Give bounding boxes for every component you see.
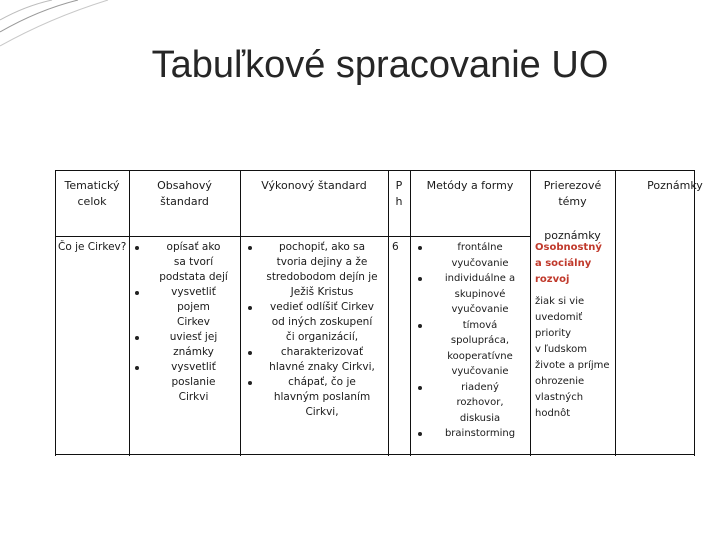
performance-standard-item-text (256, 375, 388, 420)
content-standard-item (129, 360, 240, 405)
performance-standard-item-text (256, 240, 388, 300)
header-cross-topics (530, 178, 615, 244)
header-performance-standard: Výkonový štandard (261, 179, 367, 192)
cell-hours: 6 (392, 241, 399, 253)
method-item-text (430, 318, 530, 380)
method-item-line: vyučovanie (451, 366, 509, 377)
col-line (55, 170, 56, 456)
bullet-icon (418, 277, 422, 281)
method-item-text (430, 426, 530, 442)
method-item-line: spolupráca, (450, 335, 510, 346)
bullet-icon (418, 324, 422, 328)
cross-topic-text-line: žiak si vie (535, 296, 585, 307)
header-notes: Poznámky (647, 179, 703, 192)
col-line (694, 170, 695, 456)
cell-content-standard (129, 240, 240, 405)
cell-performance-standard (240, 240, 388, 420)
bullet-icon (418, 432, 422, 436)
header-content-standard (129, 178, 240, 210)
performance-standard-list (240, 240, 388, 420)
performance-standard-item-line: od iných zoskupení (271, 316, 373, 328)
method-item-text (430, 271, 530, 318)
header-topic-line: Tematický (64, 179, 120, 192)
performance-standard-item-text (256, 345, 388, 375)
table-border-bottom (55, 454, 695, 455)
method-item-text (430, 240, 530, 271)
cross-topic-text-line: v ľudskom (535, 344, 588, 355)
performance-standard-item (240, 240, 388, 300)
performance-standard-item-line: či organizácií, (285, 331, 359, 343)
curriculum-table (55, 170, 703, 456)
method-item-line: riadený (461, 381, 499, 393)
method-item (410, 380, 530, 427)
method-item-line: skupinové (454, 288, 506, 300)
slide-title: Tabuľkové spracovanie UO (151, 44, 609, 86)
performance-standard-item-line: charakterizovať (280, 346, 364, 358)
performance-standard-item (240, 300, 388, 345)
method-item-line: kooperatívne (447, 350, 513, 362)
header-cross-line: témy (558, 195, 587, 208)
bullet-icon (248, 306, 252, 310)
content-standard-item-line: poslanie (171, 376, 216, 388)
method-item-line: frontálne (457, 242, 503, 253)
cross-topic-text-line: uvedomiť (535, 312, 583, 323)
col-line (388, 170, 389, 456)
performance-standard-item-line: chápať, čo je (288, 376, 356, 388)
performance-standard-item-line: Ježiš Kristus (290, 286, 354, 298)
cross-topic-text-line: vlastných (535, 392, 584, 403)
bullet-icon (248, 381, 252, 385)
cross-topic-title-line: a sociálny (535, 258, 592, 269)
content-standard-item-line: uviesť jej (169, 331, 218, 343)
header-topic-line: celok (77, 195, 107, 208)
content-standard-list (129, 240, 240, 405)
content-standard-item-line: vysvetliť (171, 286, 216, 298)
method-item-line: tímová (462, 319, 498, 331)
method-item-line: diskusia (459, 412, 501, 424)
table-header-divider (55, 236, 530, 237)
header-cross-line: Prierezové (543, 179, 602, 192)
content-standard-item-text (147, 285, 240, 330)
method-item-line: vyučovanie (451, 257, 509, 269)
bullet-icon (135, 366, 139, 370)
performance-standard-item (240, 375, 388, 420)
performance-standard-item-line: hlavné znaky Cirkvi, (269, 361, 375, 373)
method-item-text (430, 380, 530, 427)
cross-topic-text-line: hodnôt (535, 408, 571, 419)
header-cross-line: poznámky (544, 229, 601, 242)
cross-topic-title (535, 240, 613, 288)
content-standard-item-line: opísať ako (166, 241, 221, 253)
performance-standard-item-line: hlavným poslaním (273, 391, 371, 403)
cross-topic-text-line: živote a príjme (535, 360, 610, 371)
cell-cross-topics (535, 240, 613, 422)
content-standard-item (129, 285, 240, 330)
bullet-icon (135, 291, 139, 295)
header-content-line: Obsahový (157, 179, 212, 192)
cell-topic: Čo je Cirkev? (58, 241, 127, 253)
header-hours-line: P (395, 179, 403, 192)
performance-standard-item (240, 345, 388, 375)
header-hours (388, 178, 410, 210)
method-item-line: brainstorming (444, 428, 516, 439)
method-item (410, 240, 530, 271)
method-item (410, 426, 530, 442)
performance-standard-item-line: tvoria dejiny a že (276, 256, 368, 268)
performance-standard-item-line: pochopiť, ako sa (278, 241, 366, 253)
cross-topic-title-line: rozvoj (535, 274, 570, 285)
header-topic (55, 178, 129, 210)
content-standard-item (129, 330, 240, 360)
content-standard-item-line: podstata dejí (159, 271, 228, 283)
cross-topic-title-line: Osobnostný (535, 242, 602, 253)
method-item-line: individuálne a (444, 273, 516, 284)
content-standard-item-line: pojem (177, 301, 210, 313)
header-content-line: štandard (160, 195, 209, 208)
bullet-icon (418, 386, 422, 390)
performance-standard-item-line: stredobodom dejín je (266, 271, 378, 283)
content-standard-item-text (147, 330, 240, 360)
method-item-line: rozhovor, (456, 397, 504, 408)
content-standard-item-line: známky (173, 346, 214, 358)
cell-methods (410, 240, 530, 442)
method-item (410, 318, 530, 380)
bullet-icon (135, 336, 139, 340)
method-item-line: vyučovanie (451, 304, 509, 315)
col-line (615, 170, 616, 456)
bullet-icon (248, 246, 252, 250)
cross-topic-text-line: priority (535, 328, 572, 339)
performance-standard-item-line: Cirkvi, (305, 406, 339, 418)
content-standard-item-line: Cirkev (177, 316, 210, 328)
table-border-top (55, 170, 695, 171)
header-hours-line: h (395, 195, 403, 208)
methods-list (410, 240, 530, 442)
performance-standard-item-line: vedieť odlíšiť Cirkev (270, 301, 374, 313)
method-item (410, 271, 530, 318)
performance-standard-item-text (256, 300, 388, 345)
bullet-icon (418, 246, 422, 250)
content-standard-item (129, 240, 240, 285)
cross-topic-text-line: ohrozenie (535, 376, 585, 387)
bullet-icon (248, 351, 252, 355)
content-standard-item-text (147, 360, 240, 405)
content-standard-item-line: sa tvorí (173, 256, 214, 268)
header-methods: Metódy a formy (426, 179, 514, 192)
cross-topic-text (535, 294, 613, 422)
content-standard-item-text (147, 240, 240, 285)
bullet-icon (135, 246, 139, 250)
content-standard-item-line: Cirkvi (178, 391, 209, 403)
content-standard-item-line: vysvetliť (171, 361, 216, 373)
